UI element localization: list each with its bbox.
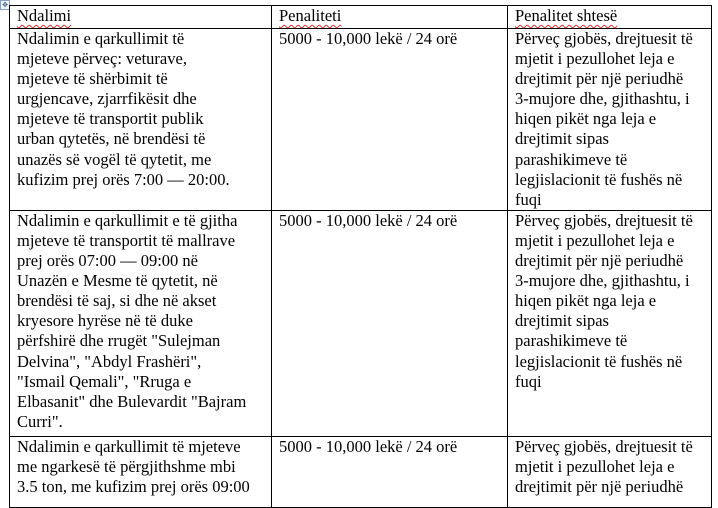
cell-ndalimi: Ndalimin e qarkullimit të mjeteve përveç: veturave, mjeteve të shërbimit të urgjencave, zjarrfikësit dhe mjeteve të transportit publik urban qytetës, në brendësi të unazës së vogël të qytetit, me kufizim prej orës 7:00 — 20:00. [10,29,272,211]
penalties-table [9,5,712,508]
cell-penalitet-shtese: Përveç gjobës, drejtuesit të mjetit i pezullohet leja e drejtimit për një periudhë 3-mujore dhe, gjithashtu, i hiqen pikët nga leja e drejtimit sipas parashikimeve të legjislacionit të fushës në fuqi [508,210,712,436]
table-header-row [10,6,712,29]
cell-penalitet-shtese: Përveç gjobës, drejtuesit të mjetit i pezullohet leja e drejtimit për një periudhë [508,436,712,507]
cell-ndalimi: Ndalimin e qarkullimit të mjeteve me ngarkesë të përgjithshme mbi 3.5 ton, me kufizim prej orës 09:00 [10,436,272,507]
table-row [10,436,712,507]
cell-penaliteti: 5000 - 10,000 lekë / 24 orë [272,29,508,211]
header-penalitet-shtese: Penalitet shtesë [508,6,712,29]
header-penaliteti: Penaliteti [272,6,508,29]
cell-penaliteti: 5000 - 10,000 lekë / 24 orë [272,436,508,507]
cell-penalitet-shtese: Përveç gjobës, drejtuesit të mjetit i pezullohet leja e drejtimit për një periudhë 3-mujore dhe, gjithashtu, i hiqen pikët nga leja e drejtimit sipas parashikimeve të legjislacionit të fushës në fuqi [508,29,712,211]
header-ndalimi: Ndalimi [10,6,272,29]
table-row [10,29,712,211]
cell-ndalimi: Ndalimin e qarkullimit e të gjitha mjeteve të transportit të mallrave prej orës 07:00 — 09:00 në Unazën e Mesme të qytetit, në brendësi të saj, si dhe në akset kryesore hyrëse në të duke përfshirë dhe rrugët "Sulejman Delvina", "Abdyl Frashëri", "Ismail Qemali", "Rruga e Elbasanit" dhe Bulevardit "Bajram Curri". [10,210,272,436]
table-row [10,210,712,436]
cell-penaliteti: 5000 - 10,000 lekë / 24 orë [272,210,508,436]
table-move-handle-icon[interactable]: ✥ [0,0,10,10]
